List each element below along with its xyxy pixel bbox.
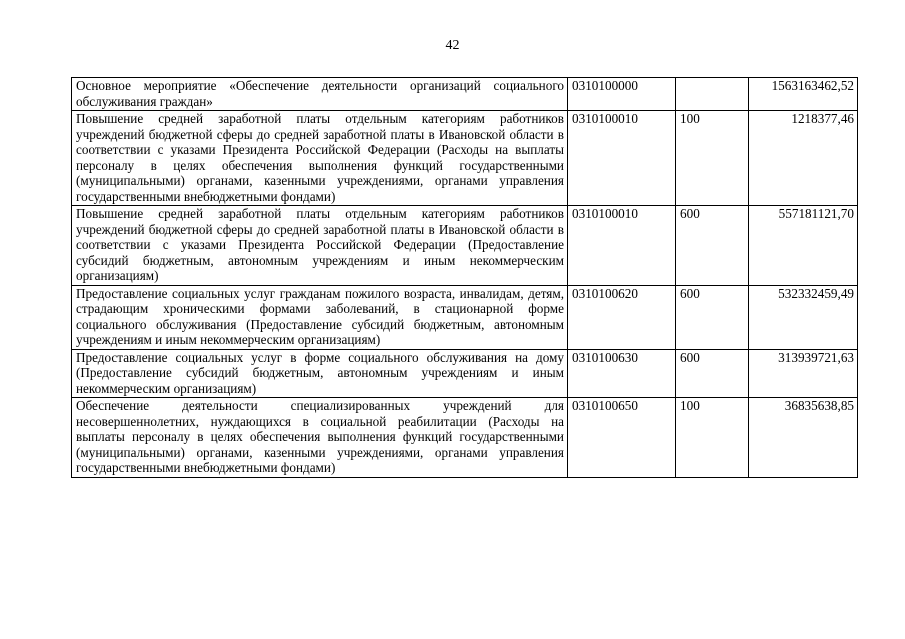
row-code: 0310100010	[568, 111, 676, 206]
table-row	[72, 78, 858, 111]
row-amount: 532332459,49	[749, 285, 858, 349]
row-description: Обеспечение деятельности специализированных учреждений для несовершеннолетних, нуждающихся в социальной реабилитации (Расходы на выплаты персоналу в целях обеспечения выполнения функций государственными (муниципальными) органами, казенными учреждениями, органами управления государственными внебюджетными фондами)	[72, 398, 568, 478]
row-expense-type: 100	[676, 111, 749, 206]
row-description: Повышение средней заработной платы отдельным категориям работников учреждений бюджетной сферы до средней заработной платы в Ивановской области в соответствии с указами Президента Российской Федерации (Предоставление субсидий бюджетным, автономным учреждениям и иным некоммерческим организациям)	[72, 206, 568, 286]
row-description: Предоставление социальных услуг гражданам пожилого возраста, инвалидам, детям, страдающим хроническими формами заболеваний, в стационарной форме социального обслуживания (Предоставление субсидий бюджетным, автономным учреждениям и иным некоммерческим организациям)	[72, 285, 568, 349]
row-amount: 557181121,70	[749, 206, 858, 286]
row-expense-type: 100	[676, 398, 749, 478]
table-row	[72, 398, 858, 478]
row-code: 0310100000	[568, 78, 676, 111]
table-row	[72, 349, 858, 398]
row-expense-type: 600	[676, 285, 749, 349]
row-amount: 36835638,85	[749, 398, 858, 478]
row-code: 0310100630	[568, 349, 676, 398]
row-amount: 1218377,46	[749, 111, 858, 206]
row-expense-type: 600	[676, 206, 749, 286]
row-description: Повышение средней заработной платы отдельным категориям работников учреждений бюджетной сферы до средней заработной платы в Ивановской области в соответствии с указами Президента Российской Федерации (Расходы на выплаты персоналу в целях обеспечения выполнения функций государственными (муниципальными) органами, казенными учреждениями, органами управления государственными внебюджетными фондами)	[72, 111, 568, 206]
row-code: 0310100620	[568, 285, 676, 349]
row-code: 0310100650	[568, 398, 676, 478]
table-row	[72, 285, 858, 349]
table-row	[72, 111, 858, 206]
page-number: 42	[445, 38, 460, 53]
table-row	[72, 206, 858, 286]
row-description: Предоставление социальных услуг в форме социального обслуживания на дому (Предоставление субсидий бюджетным, автономным учреждениям и иным некоммерческим организациям)	[72, 349, 568, 398]
budget-table	[71, 77, 858, 478]
row-code: 0310100010	[568, 206, 676, 286]
row-amount: 1563163462,52	[749, 78, 858, 111]
row-amount: 313939721,63	[749, 349, 858, 398]
row-description: Основное мероприятие «Обеспечение деятельности организаций социального обслуживания граждан»	[72, 78, 568, 111]
row-expense-type: 600	[676, 349, 749, 398]
row-expense-type	[676, 78, 749, 111]
